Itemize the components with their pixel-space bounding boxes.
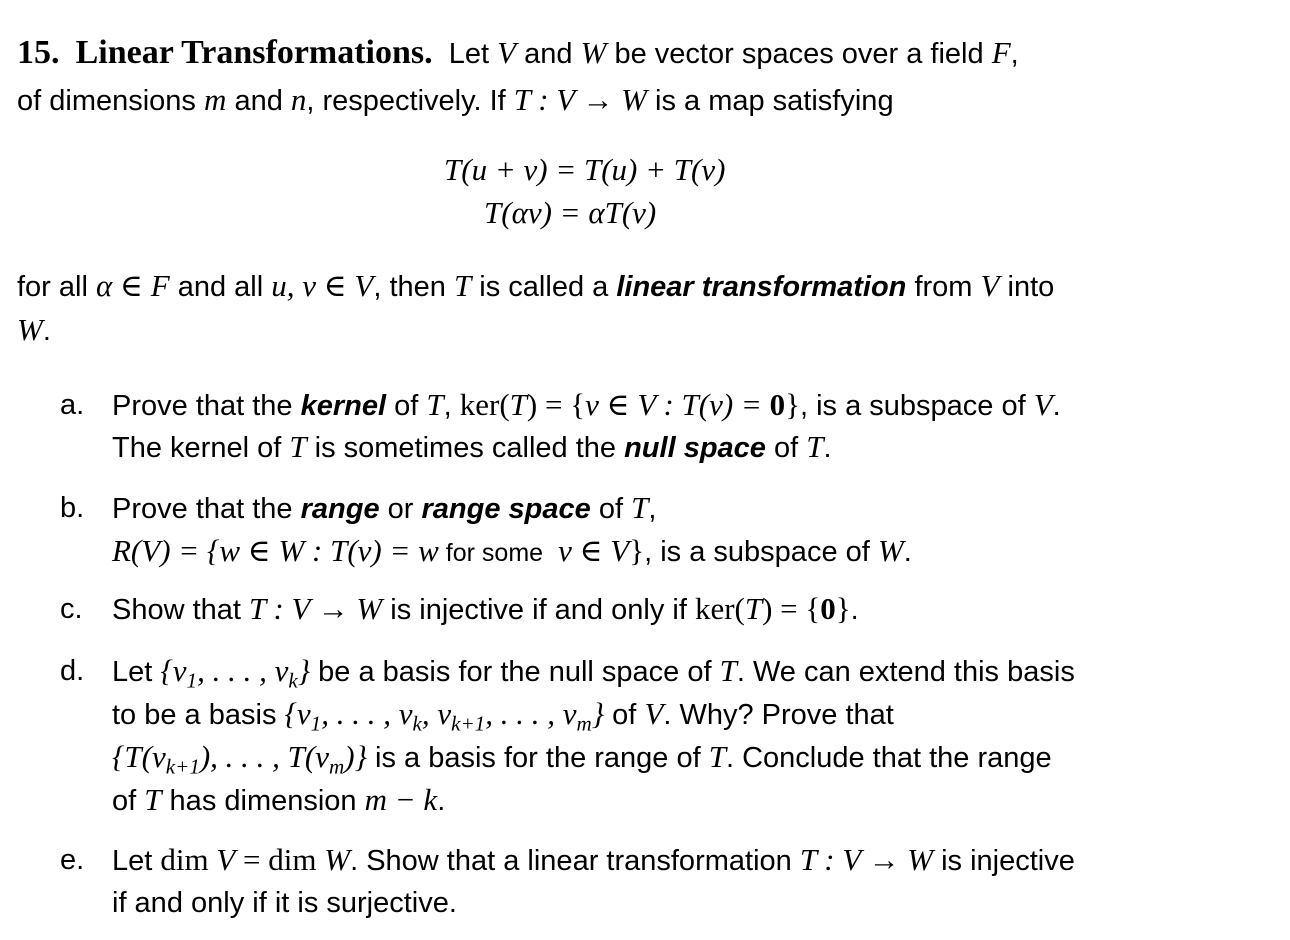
after-text: and all: [169, 271, 272, 303]
part-text: Prove that the: [112, 390, 301, 422]
intro-text: and: [226, 85, 291, 117]
part-a-line-2: [112, 429, 832, 466]
part-d-label: d.: [60, 655, 85, 687]
part-text: is a basis for the range of: [366, 742, 709, 774]
problem-number: 15.: [17, 34, 60, 71]
part-text: be a basis for the null space of: [310, 656, 720, 688]
math-map: T : V → W: [513, 82, 647, 117]
math-T: T: [719, 653, 737, 688]
math-W: W: [877, 533, 904, 568]
part-text: Let: [112, 845, 161, 877]
part-text: is injective: [933, 845, 1075, 877]
part-e-label: e.: [60, 844, 85, 876]
problem-title: Linear Transformations.: [75, 34, 433, 71]
math-map: T : V → W: [799, 842, 934, 877]
math-subscript: 1: [186, 668, 198, 693]
math-part: , . . . , v: [485, 696, 577, 731]
math-part: {v: [284, 696, 311, 731]
part-text: .: [823, 432, 832, 464]
part-b-line-2: [112, 533, 912, 571]
math-map: T : V → W: [249, 591, 383, 626]
part-d-line-2: [112, 696, 894, 736]
part-text: .: [1052, 390, 1061, 422]
math-W: W: [324, 842, 351, 877]
part-text: or: [379, 493, 422, 525]
math-m: m: [204, 82, 227, 117]
math-T: T: [744, 591, 763, 626]
part-text: The kernel of: [112, 432, 290, 464]
math-T: T: [426, 387, 444, 422]
part-text: is sometimes called the: [306, 432, 625, 464]
defined-term: null space: [624, 432, 766, 464]
part-text: has dimension: [161, 785, 365, 817]
math-subscript: k+1: [165, 754, 200, 779]
math-extended-basis: [284, 696, 605, 736]
part-text: ,: [443, 390, 460, 422]
math-part: }: [591, 696, 605, 731]
math-V: V: [1033, 387, 1053, 422]
math-T: T: [806, 429, 824, 464]
math-zero-vector: 0: [820, 591, 836, 626]
part-text: .: [850, 594, 859, 626]
intro-line-2: [17, 82, 894, 119]
math-symbols: }: [785, 387, 800, 422]
part-d-line-4: [112, 782, 445, 819]
part-text: ,: [648, 493, 657, 525]
part-b-line-1: [112, 490, 656, 527]
math-subscript: k: [288, 668, 298, 693]
defined-term: range space: [421, 493, 591, 525]
math-T: T: [144, 782, 162, 817]
math-part: {T(v: [112, 739, 166, 774]
math-V: V: [216, 842, 236, 877]
part-text: of: [386, 390, 427, 422]
math-T: T: [289, 429, 307, 464]
math-condition: v ∈ V : T(v) =: [585, 387, 770, 422]
math-quantifier: α ∈ F: [95, 268, 170, 303]
math-symbols: }: [835, 591, 851, 626]
math-T: T: [454, 268, 472, 303]
part-text: Show that: [112, 594, 250, 626]
math-part: , . . . , v: [197, 653, 289, 688]
math-subscript: k+1: [451, 711, 486, 736]
math-null-basis: [160, 653, 311, 693]
intro-text: Let: [448, 38, 498, 70]
intro-text: be vector spaces over a field: [606, 38, 992, 70]
math-F: F: [991, 35, 1011, 70]
math-ker: ker(: [459, 387, 510, 422]
math-range-definition: R(V) = {w ∈ W : T(v) = w: [112, 533, 439, 568]
part-text: . We can extend this basis: [736, 656, 1075, 688]
part-text: of: [765, 432, 807, 464]
after-line-1: [17, 268, 1054, 305]
math-zero-vector: 0: [769, 387, 786, 422]
math-symbols: =: [235, 842, 269, 877]
part-text: Prove that the: [112, 493, 301, 525]
part-a-line-1: [112, 387, 1061, 424]
math-W: W: [17, 312, 43, 347]
part-text: .: [903, 536, 912, 568]
intro-line-1: [17, 35, 1019, 72]
math-dim: dim: [160, 842, 217, 877]
defined-term: kernel: [300, 390, 387, 422]
equation-homogeneity: T(αv) = αT(v): [484, 195, 657, 230]
math-V: V: [497, 35, 517, 70]
math-subscript: 1: [310, 711, 322, 736]
math-n: n: [290, 82, 307, 117]
intro-text: ,: [1010, 38, 1019, 70]
math-part: , . . . , v: [321, 696, 413, 731]
math-quantifier: u, v ∈ V: [271, 268, 374, 303]
math-part: ), . . . , T(v: [199, 739, 330, 774]
math-symbols: ) = {: [526, 387, 586, 422]
part-d-line-3: [112, 739, 1052, 779]
defined-term: linear transformation: [616, 271, 907, 303]
intro-text: , respectively. If: [306, 85, 514, 117]
math-subscript: k: [412, 711, 422, 736]
math-T: T: [631, 490, 649, 525]
math-range-basis: [112, 739, 367, 779]
part-text: .: [437, 785, 446, 817]
part-text: . Show that a linear transformation: [350, 845, 800, 877]
math-text: for some: [438, 539, 551, 567]
math-dimension: m − k: [364, 782, 438, 817]
after-text: into: [999, 271, 1055, 303]
part-c-label: c.: [60, 593, 83, 625]
math-part: , v: [421, 696, 452, 731]
intro-text: and: [516, 38, 581, 70]
math-T: T: [708, 739, 726, 774]
after-text: for all: [17, 271, 96, 303]
part-a-label: a.: [60, 389, 85, 421]
math-V: V: [980, 268, 1000, 303]
equation-additivity: T(u + v) = T(u) + T(v): [444, 152, 726, 187]
math-part: )}: [344, 739, 367, 774]
part-e-line-1: [112, 842, 1075, 879]
math-subscript: m: [329, 754, 345, 779]
part-d-line-1: [112, 653, 1075, 693]
part-c-line-1: [112, 591, 859, 628]
part-text: , is a subspace of: [644, 536, 878, 568]
math-symbols: }: [629, 533, 645, 568]
defined-term: range: [300, 493, 380, 525]
after-text: is called a: [471, 271, 617, 303]
math-part: {v: [160, 653, 187, 688]
part-text: is injective if and only if: [382, 594, 695, 626]
after-line-2: [17, 312, 51, 349]
part-text: to be a basis: [112, 699, 285, 731]
intro-text: of dimensions: [17, 85, 204, 117]
math-subscript: m: [576, 711, 592, 736]
part-text: . Conclude that the range: [725, 742, 1052, 774]
after-text: , then: [373, 271, 454, 303]
after-text: from: [906, 271, 981, 303]
math-T: T: [509, 387, 527, 422]
part-text: of: [604, 699, 645, 731]
part-text: of: [590, 493, 632, 525]
math-symbols: ) = {: [762, 591, 821, 626]
part-text: Let: [112, 656, 161, 688]
part-text: , is a subspace of: [799, 390, 1034, 422]
math-W: W: [580, 35, 607, 70]
part-text: of: [112, 785, 145, 817]
part-text: . Why? Prove that: [663, 699, 894, 731]
after-text: .: [42, 315, 51, 347]
part-b-label: b.: [60, 492, 85, 524]
math-dim: dim: [268, 842, 325, 877]
math-condition: v ∈ V: [558, 533, 630, 568]
part-text: if and only if it is surjective.: [112, 887, 457, 919]
math-part: }: [297, 653, 311, 688]
math-ker: ker(: [694, 591, 745, 626]
intro-text: is a map satisfying: [646, 85, 894, 117]
math-V: V: [644, 696, 664, 731]
part-e-line-2: [112, 885, 457, 921]
